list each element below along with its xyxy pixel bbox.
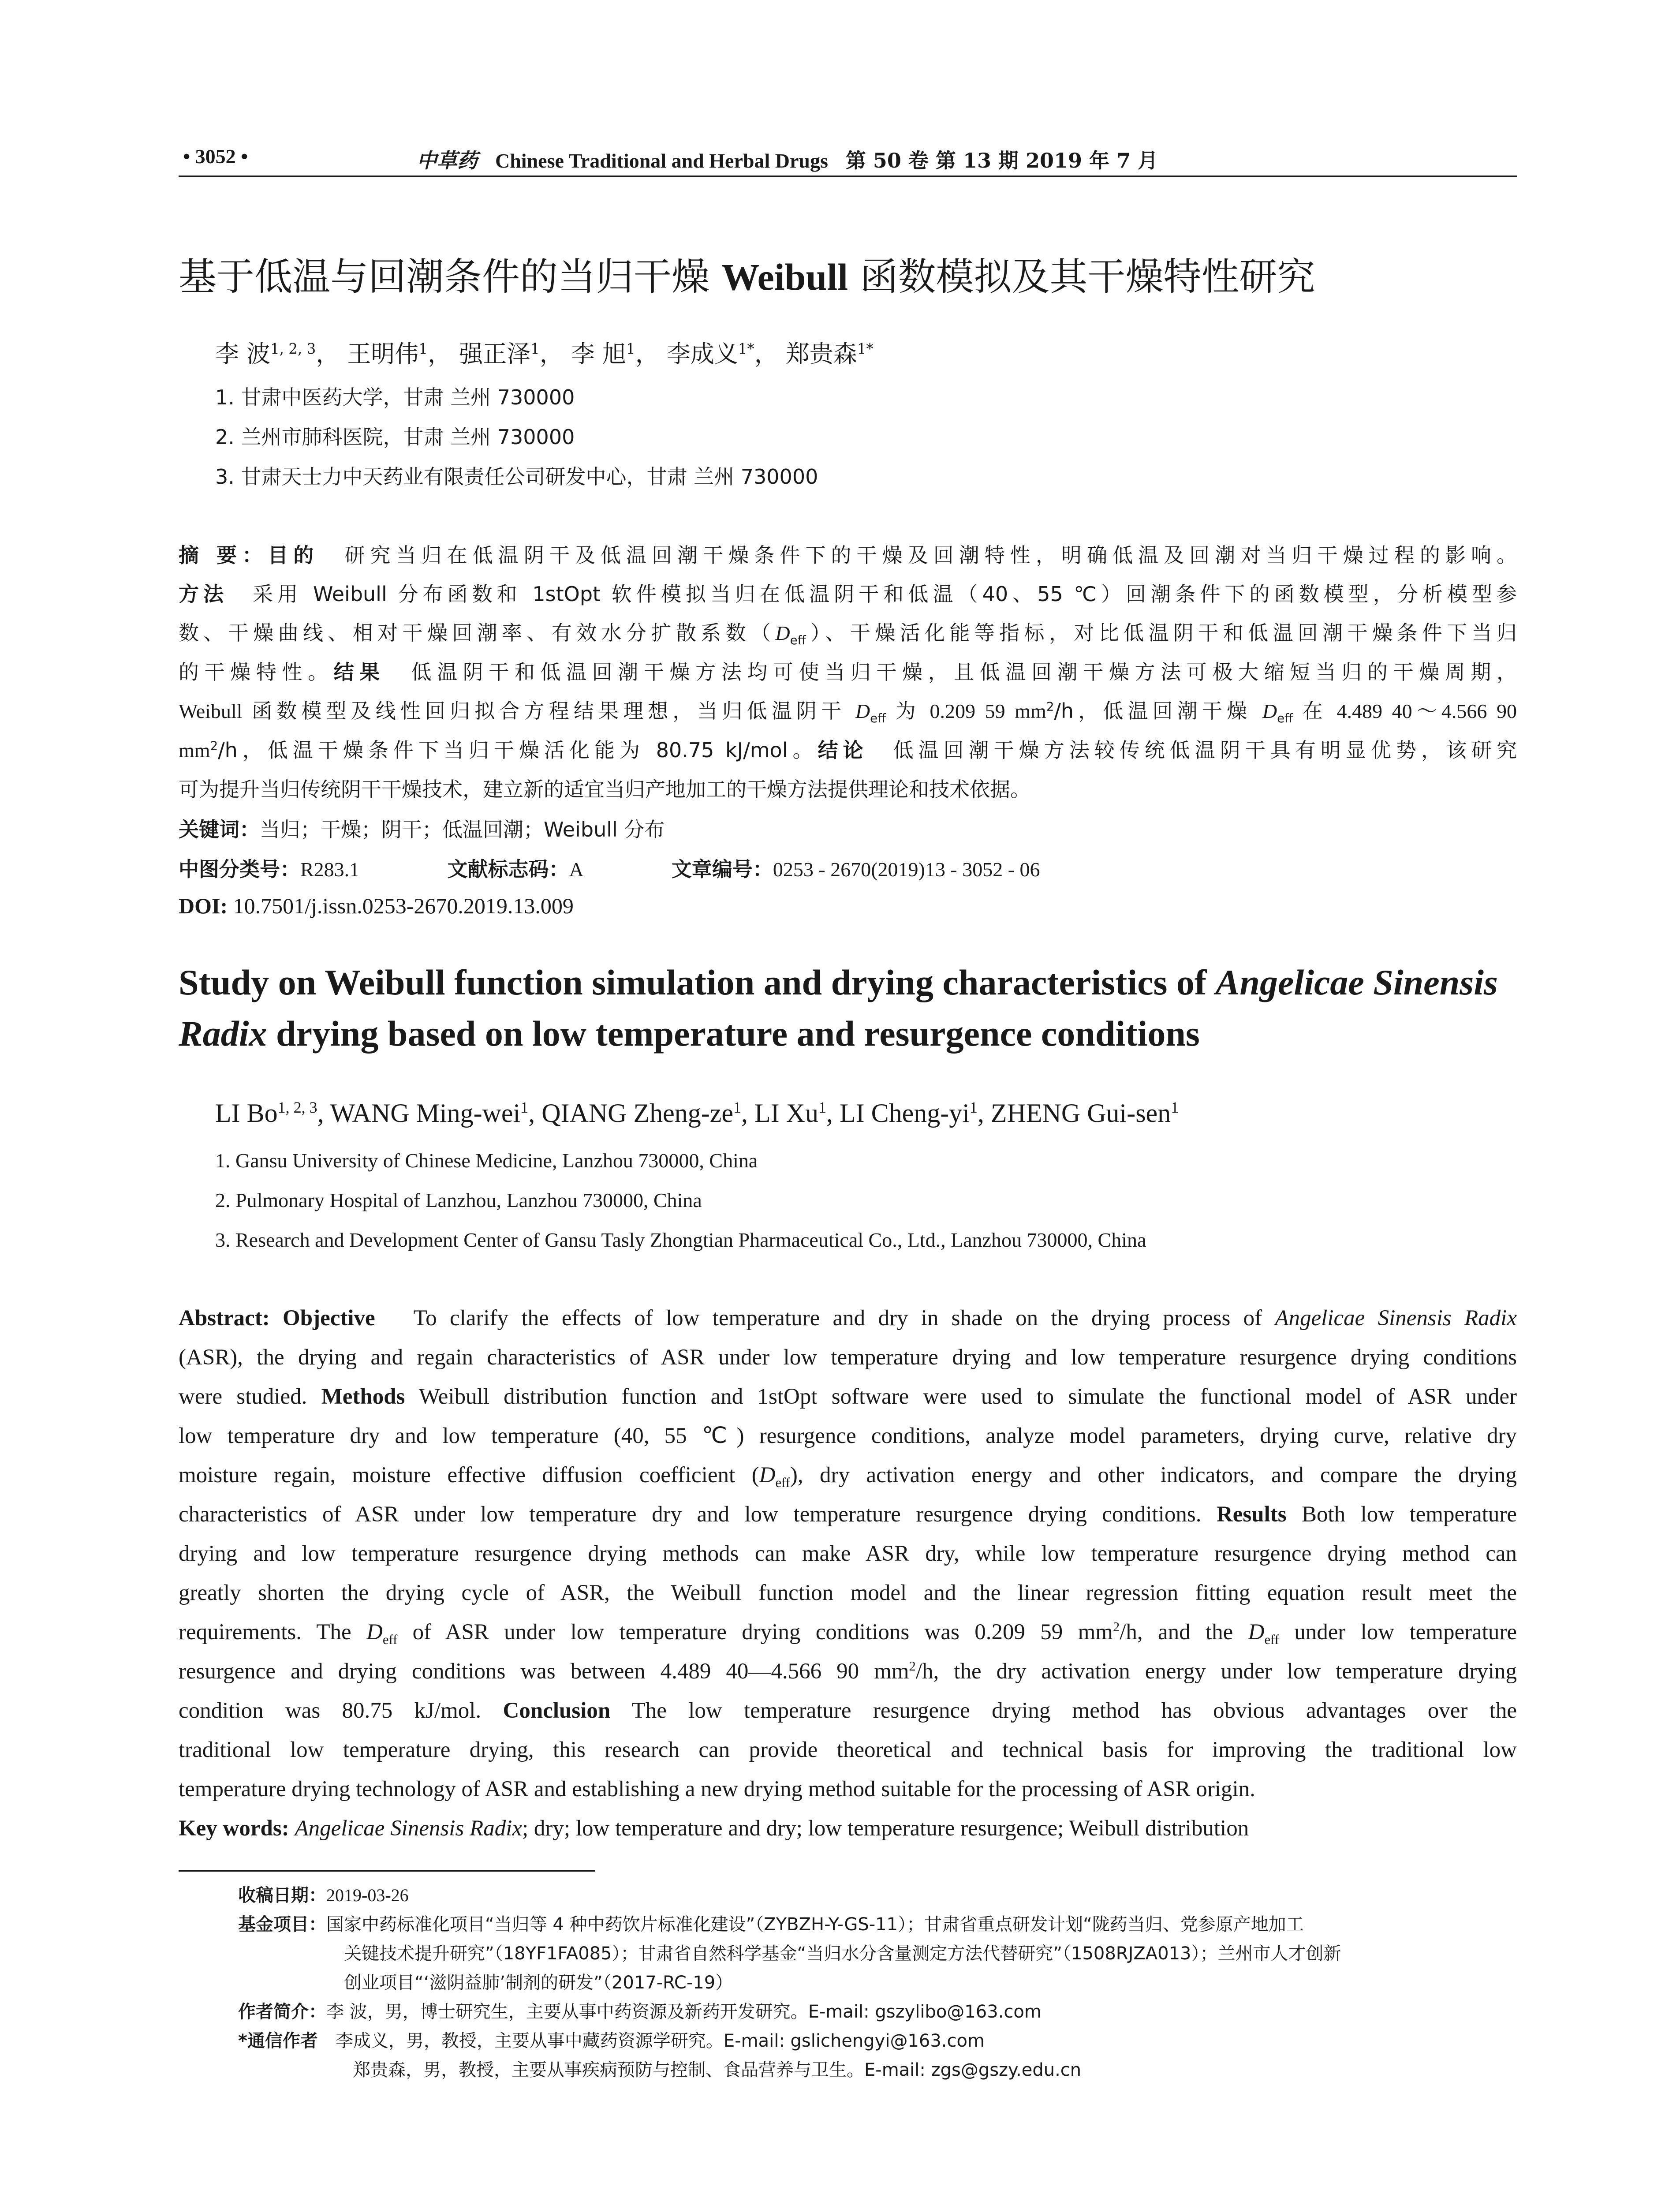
footnote-author: 作者简介：李 波，男，博士研究生，主要从事中药资源及新药开发研究。E-mail: gszylibo@163.com [238, 2002, 1042, 2022]
classification-line: 中图分类号：R283.1 文献标志码：A 文章编号：0253 - 2670(2019)13 - 3052 - 06 [179, 857, 1040, 881]
author-name: 强正泽 [459, 340, 531, 368]
footnote-received: 收稿日期：2019-03-26 [238, 1885, 409, 1906]
author-name: 李 波 [215, 340, 271, 368]
keywords-cn: 关键词：当归；干燥；阴干；低温回潮；Weibull 分布 [179, 818, 665, 841]
author-name: 李 旭 [571, 340, 627, 368]
footnote-fund-cont: 关键技术提升研究”（18YF1FA085）；甘肃省自然科学基金“当归水分含量测定方法代替研究”（1508RJZA013）；兰州市人才创新 [344, 1943, 1341, 1964]
journal-name-en: Chinese Traditional and Herbal Drugs [495, 149, 828, 172]
abstract-en: Abstract: Objective To clarify the effects of low temperature and dry in shade on the drying process of Angelicae Sinensis Radix (ASR), the drying and regain characteristics of ASR under low temperature drying and low temperature resurgence drying conditions were studied. Methods Weibull distribution function and 1stOpt software were used to simulate the functional model of ASR under low temperature dry and low temperature (40, 55 ℃) resurgence conditions, analyze model parameters, drying curve, relative dry moisture regain, moisture effective diffusion coefficient $(D_{eff})$, dry activation energy and other indicators, and compare the drying characteristics of ASR under low temperature dry and low temperature resurgence drying conditions. Results Both low temperature drying and low temperature resurgence drying methods can make ASR dry, while low temperature resurgence drying method can greatly shorten the drying cycle of ASR, the Weibull function model and the linear regression fitting equation result meet the requirements. The $D_{eff}$ of ASR under low temperature drying conditions was 0.209 59 $mm^2/h$, and the $D_{eff}$ under low temperature resurgence and drying conditions was between 4.489 40—4.566 90 $mm^2/h$, the dry activation energy under low temperature drying condition was 80.75 kJ/mol. Conclusion The low temperature resurgence drying method has obvious advantages over the traditional low temperature drying, this research can provide theoretical and technical basis for improving the traditional low temperature drying technology of ASR and establishing a new drying method suitable for the processing of ASR origin. Key words: Angelicae Sinensis Radix; dry; low temperature and dry; low temperature resurgence; Weibull distribution [179, 1306, 1517, 1841]
header-rule [179, 176, 1517, 177]
authors-en: LI Bo$^{1, 2, 3}$, WANG Ming-wei$^1$, QIANG Zheng-$ze^1$, LI Xu$^1$, LI Cheng-$yi^1$, ZHENG Gui-sen$^1$ [215, 1099, 1179, 1128]
doi-line: DOI: 10.7501/j.issn.0253-2670.2019.13.009 [179, 893, 574, 918]
page-number: • 3052 • [183, 145, 248, 168]
affiliation-cn: 1. 甘肃中医药大学，甘肃 兰州 730000 [215, 385, 575, 409]
journal-issue: 第 50 卷 第 13 期 2019 年 7 月 [845, 149, 1158, 172]
footnote-rule [179, 1870, 595, 1872]
footnote-fund: 基金项目：国家中药标准化项目“当归等 4 种中药饮片标准化建设”（ZYBZH-Y-GS-11）；甘肃省重点研发计划“陇药当归、党参原产地加工 [238, 1914, 1304, 1935]
affiliation-cn: 2. 兰州市肺科医院，甘肃 兰州 730000 [215, 425, 575, 449]
author-name: 李成义 [666, 340, 738, 368]
running-header [179, 140, 1517, 180]
footnote-corresponding-cont: 郑贵森，男，教授，主要从事疾病预防与控制、食品营养与卫生。E-mail: zgs@gszy.edu.cn [353, 2060, 1082, 2080]
title-cn: 基于低温与回潮条件的当归干燥 Weibull 函数模拟及其干燥特性研究 [179, 255, 1315, 299]
author-name: 王明伟 [347, 340, 419, 368]
footnote-corresponding: *通信作者 李成义，男，教授，主要从事中藏药资源学研究。E-mail: gslichengyi@163.com [238, 2031, 985, 2051]
affiliation-en: 1. Gansu University of Chinese Medicine, Lanzhou 730000, China [215, 1149, 758, 1172]
journal-logo: 中草药 [417, 149, 478, 172]
author-name: 郑贵森 [785, 340, 857, 368]
affiliation-en: 3. Research and Development Center of Gansu Tasly Zhongtian Pharmaceutical Co., Ltd., Lanzhou 730000, China [215, 1229, 1146, 1251]
authors-cn: 李 波$^{1, 2, 3}$， 王明伟$^1$， 强正泽$^1$， 李 旭$^1$， 李成义$^{1*}$， 郑贵森$^{1*}$ [215, 340, 874, 368]
journal-name [417, 145, 1158, 174]
title-en: Study on Weibull function simulation and drying characteristics of Angelicae Sinensis Radix drying based on low temperature and resurgence conditions [179, 962, 1498, 1054]
affiliation-en: 2. Pulmonary Hospital of Lanzhou, Lanzhou 730000, China [215, 1189, 702, 1211]
footnote-fund-cont: 创业项目“‘滋阴益肺’制剂的研发”（2017-RC-19） [344, 1973, 733, 1993]
affiliation-cn: 3. 甘肃天士力中天药业有限责任公司研发中心，甘肃 兰州 730000 [215, 465, 818, 489]
abstract-cn: 摘 要：目的 研究当归在低温阴干及低温回潮干燥条件下的干燥及回潮特性，明确低温及回潮对当归干燥过程的影响。 方法 采用 Weibull 分布函数和 1stOpt 软件模拟当归在低温阴干和低温（40、55 ℃）回潮条件下的函数模型，分析模型参 数、干燥曲线、相对干燥回潮率、有效水分扩散系数$(D_{eff})$、干燥活化能等指标，对比低温阴干和低温回潮干燥条件下当归 的干燥特性。结果 低温阴干和低温回潮干燥方法均可使当归干燥，且低温回潮干燥方法可极大缩短当归的干燥周期， Weibull 函数模型及线性回归拟合方程结果理想，当归低温阴干 $D_{eff}$ 为 0.209 59 $mm^2/h$，低温回潮干燥 $D_{eff}$ 在 4.489 40～4.566 90 $mm^2/h$，低温干燥条件下当归干燥活化能为 80.75 kJ/mol。结论 低温回潮干燥方法较传统低温阴干具有明显优势，该研究 可为提升当归传统阴干干燥技术，建立新的适宜当归产地加工的干燥方法提供理论和技术依据。 [179, 543, 1517, 801]
